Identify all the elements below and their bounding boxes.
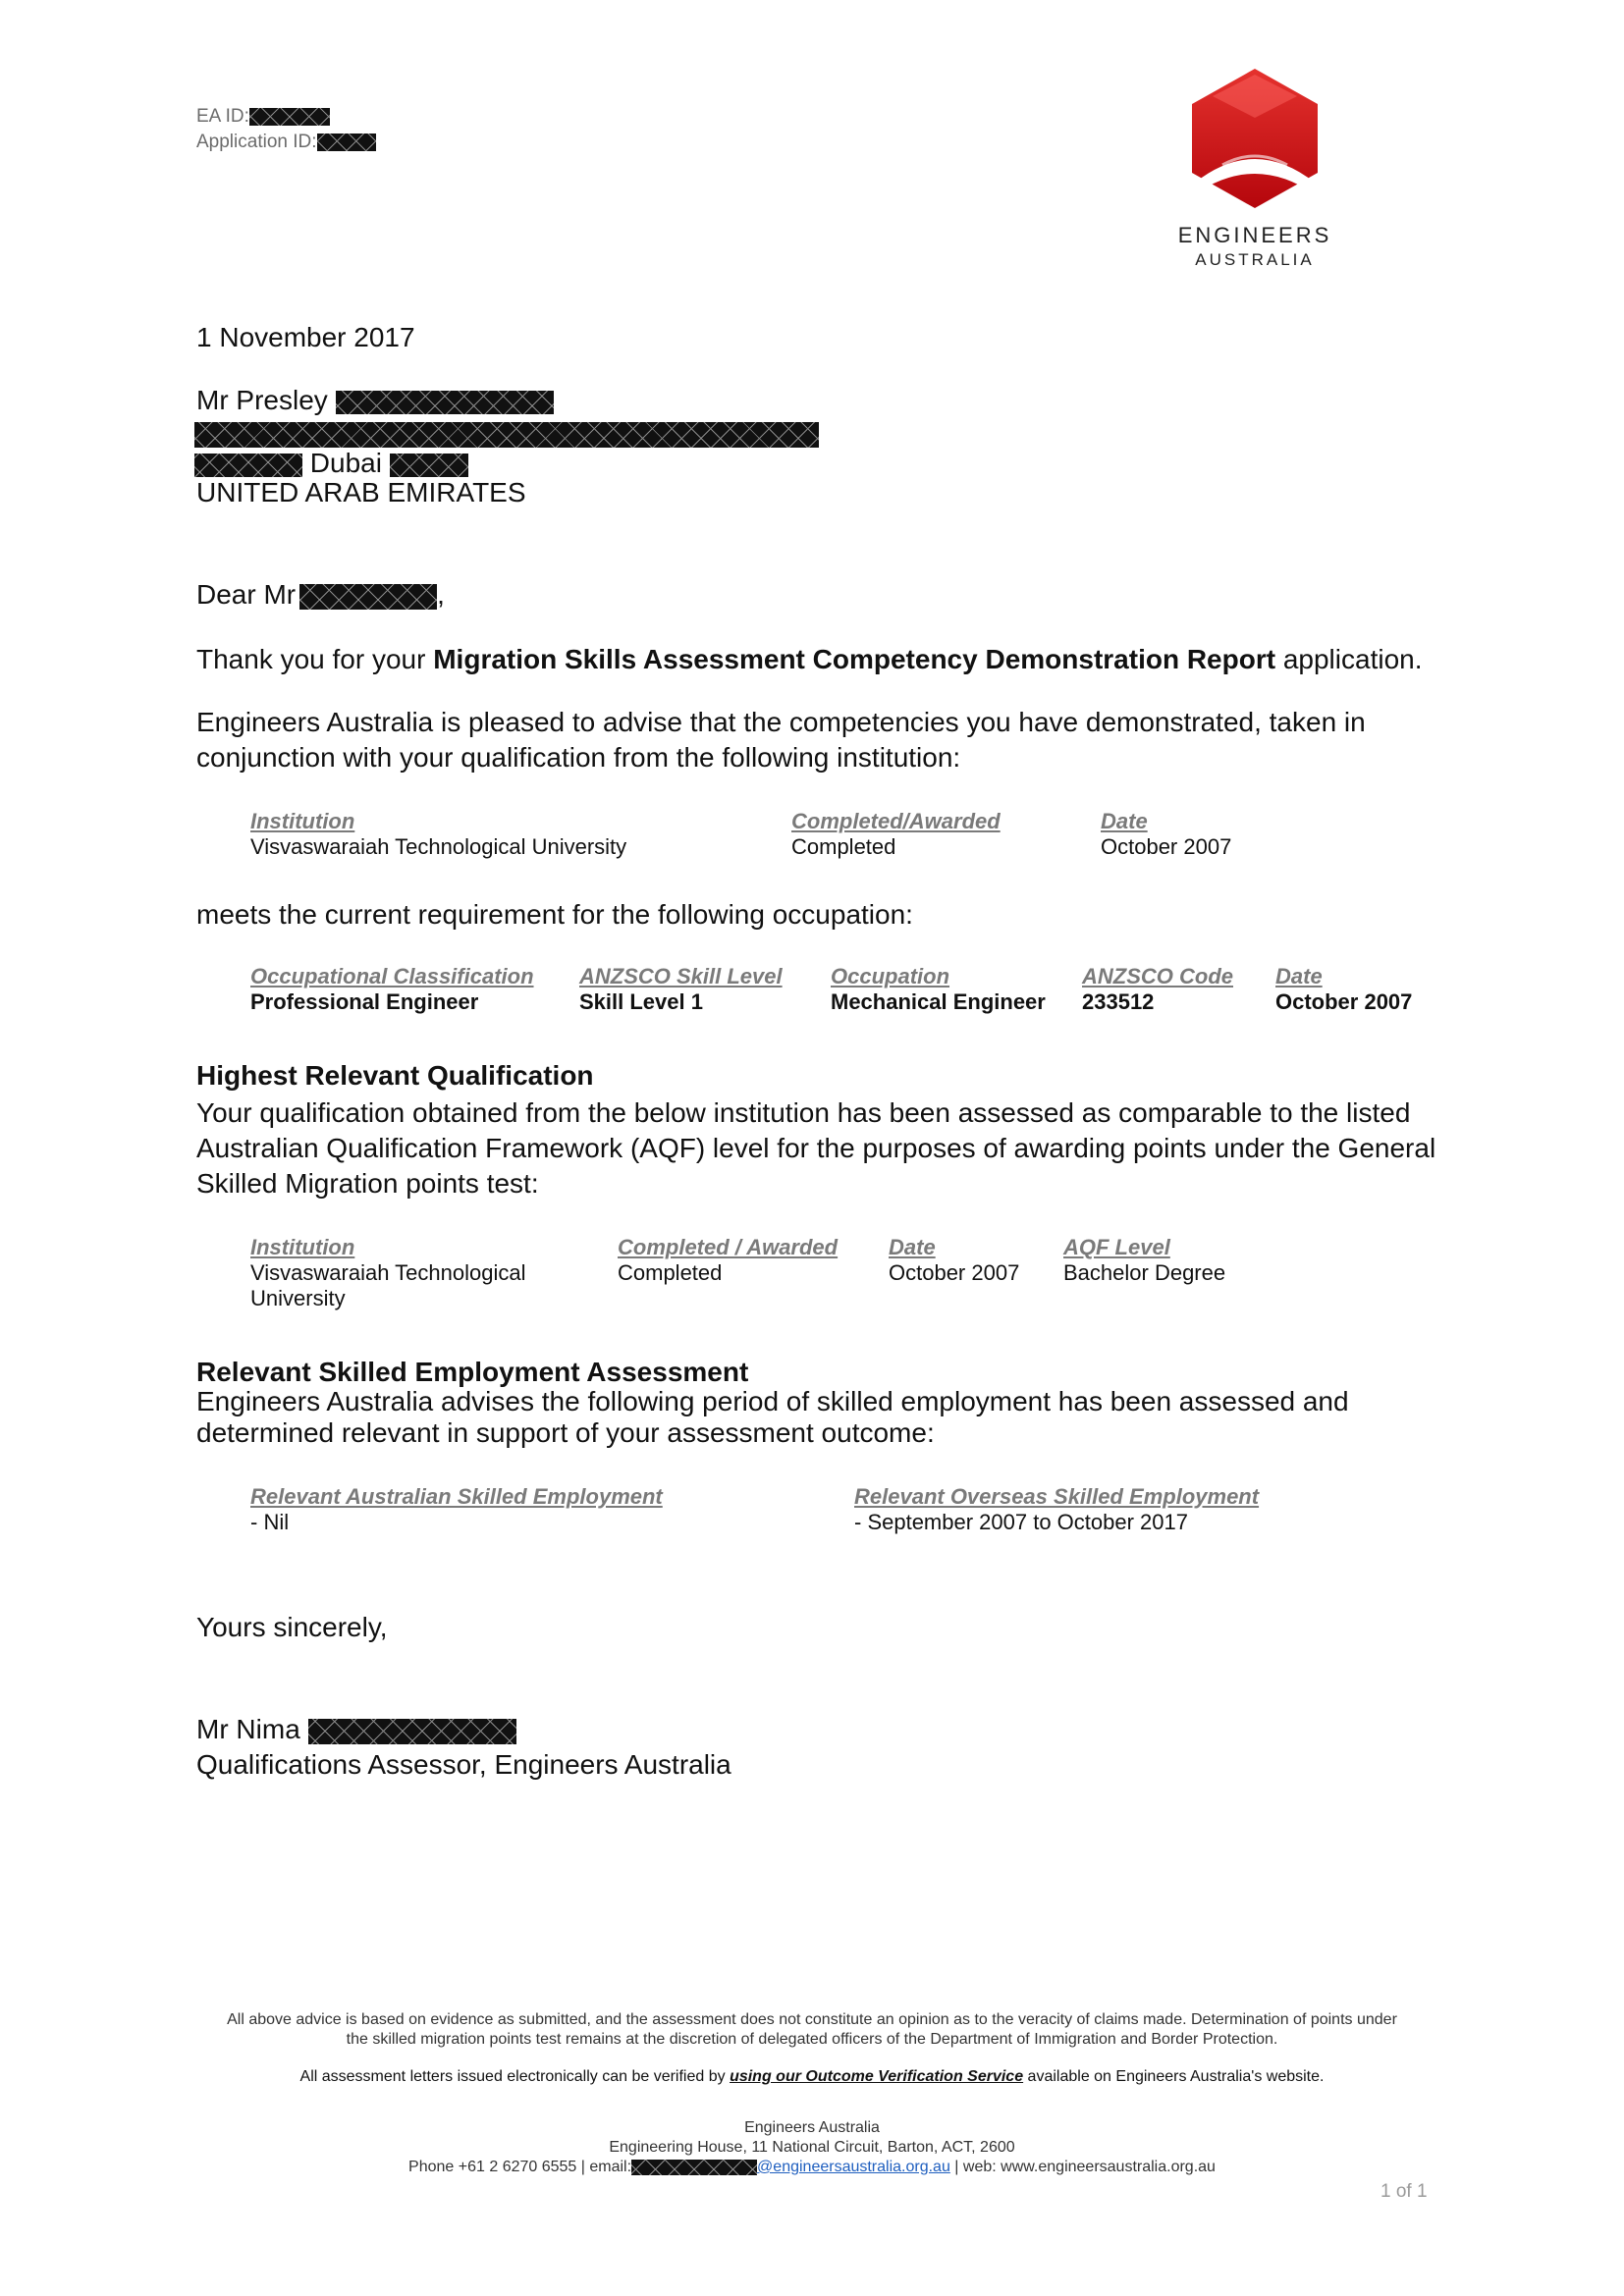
recipient-city: Dubai bbox=[309, 448, 382, 478]
table2-classification: Professional Engineer bbox=[250, 989, 479, 1014]
redacted-email-user bbox=[631, 2160, 757, 2175]
qual-header-completed: Completed / Awarded bbox=[618, 1235, 839, 1259]
thanks-paragraph: Thank you for your Migration Skills Assessment Competency Demonstration Report application. bbox=[196, 644, 1423, 674]
engineers-australia-logo bbox=[1173, 67, 1336, 270]
recipient-country: UNITED ARAB EMIRATES bbox=[196, 477, 526, 507]
application-type: Migration Skills Assessment Competency Demonstration Report bbox=[433, 644, 1276, 674]
table1-institution: Visvaswaraiah Technological University bbox=[250, 834, 627, 859]
table2-header-skill-level: ANZSCO Skill Level bbox=[579, 964, 783, 988]
qual-header-date: Date bbox=[889, 1235, 936, 1259]
application-id-label: Application ID: bbox=[196, 132, 317, 152]
employment-heading: Relevant Skilled Employment Assessment bbox=[196, 1357, 749, 1387]
redacted-surname bbox=[336, 391, 554, 414]
page-number: 1 of 1 bbox=[1380, 2181, 1428, 2202]
employment-overseas: - September 2007 to October 2017 bbox=[854, 1510, 1188, 1534]
redacted-address-line bbox=[194, 422, 819, 448]
table2-occupation: Mechanical Engineer bbox=[831, 989, 1046, 1014]
recipient-name-line bbox=[196, 383, 554, 418]
employment-australian: - Nil bbox=[250, 1510, 290, 1534]
logo-line1: ENGINEERS bbox=[1177, 223, 1332, 247]
table1-header-completed: Completed/Awarded bbox=[791, 809, 1001, 833]
employment-header-australian: Relevant Australian Skilled Employment bbox=[250, 1484, 663, 1509]
advise-paragraph: Engineers Australia is pleased to advise that the competencies you have demonstrated, taken in conjunction with your qualification from the following institution: bbox=[196, 707, 1366, 773]
qual-header-aqf-level: AQF Level bbox=[1063, 1235, 1170, 1259]
footer-org: Engineers Australia bbox=[744, 2119, 880, 2136]
table2-skill-level: Skill Level 1 bbox=[579, 989, 703, 1014]
qual-completed: Completed bbox=[618, 1260, 723, 1285]
table2-date: October 2007 bbox=[1275, 989, 1413, 1014]
footer-contact bbox=[147, 2118, 1477, 2177]
email-link[interactable]: @engineersaustralia.org.au bbox=[757, 2159, 950, 2175]
footer-verify: All assessment letters issued electronically can be verified by using our Outcome Verification Service available on Engineers Australia's website. bbox=[299, 2068, 1325, 2085]
ea-id-line bbox=[196, 106, 330, 128]
table2-header-classification: Occupational Classification bbox=[250, 964, 534, 988]
qual-header-institution: Institution bbox=[250, 1235, 355, 1259]
footer-address: Engineering House, 11 National Circuit, Barton, ACT, 2600 bbox=[609, 2139, 1015, 2156]
ea-id-label: EA ID: bbox=[196, 106, 249, 127]
closing: Yours sincerely, bbox=[196, 1612, 388, 1642]
signer-name: Mr Nima bbox=[196, 1714, 300, 1744]
redacted-application-id bbox=[317, 133, 376, 151]
redacted-salutation-name bbox=[299, 584, 437, 610]
table1-header-date: Date bbox=[1101, 809, 1148, 833]
redacted-address-2 bbox=[194, 454, 302, 477]
table2-header-date: Date bbox=[1275, 964, 1323, 988]
employment-paragraph: Engineers Australia advises the following period of skilled employment has been assessed and determined relevant in support of your assessment outcome: bbox=[196, 1386, 1349, 1448]
redacted-postcode bbox=[390, 454, 468, 477]
table1-date: October 2007 bbox=[1101, 834, 1232, 859]
redacted-ea-id bbox=[249, 108, 330, 126]
letter-date: 1 November 2017 bbox=[196, 322, 415, 352]
qual-aqf-level: Bachelor Degree bbox=[1063, 1260, 1226, 1285]
signer-name-line bbox=[196, 1712, 516, 1747]
footer-phone-line: Phone +61 2 6270 6555 | email: @engineersaustralia.org.au | web: www.engineersaustralia.org.au bbox=[408, 2159, 1216, 2175]
qual-institution: Visvaswaraiah Technological University bbox=[250, 1260, 526, 1310]
table1-completed: Completed bbox=[791, 834, 896, 859]
table1-header-institution: Institution bbox=[250, 809, 355, 833]
qual-date: October 2007 bbox=[889, 1260, 1020, 1285]
qualification-paragraph: Your qualification obtained from the below institution has been assessed as comparable to the listed Australian Qualification Framework (AQF) level for the purposes of awarding points under the General Skilled Migration points test: bbox=[196, 1097, 1436, 1199]
meets-line: meets the current requirement for the following occupation: bbox=[196, 899, 913, 930]
qualification-heading: Highest Relevant Qualification bbox=[196, 1060, 594, 1091]
signer-title: Qualifications Assessor, Engineers Australia bbox=[196, 1749, 731, 1780]
recipient-name: Mr Presley bbox=[196, 385, 328, 415]
logo-line2: AUSTRALIA bbox=[1195, 250, 1315, 269]
employment-header-overseas: Relevant Overseas Skilled Employment bbox=[854, 1484, 1260, 1509]
redacted-signer-surname bbox=[308, 1719, 516, 1744]
table2-anzsco-code: 233512 bbox=[1082, 989, 1155, 1014]
hexagon-logo-icon bbox=[1173, 67, 1336, 214]
salutation: Dear Mr bbox=[196, 579, 297, 610]
outcome-verification-link[interactable]: using our Outcome Verification Service bbox=[730, 2068, 1024, 2085]
salutation-line: Dear Mr , bbox=[196, 579, 445, 610]
application-id-line bbox=[196, 132, 376, 153]
footer-disclaimer: All above advice is based on evidence as submitted, and the assessment does not constitute an opinion as to the veracity of claims made. Determination of points under the skilled migration points test remains at the discretion of delegated officers of the Department of Immigration and Border Protection. bbox=[227, 2011, 1397, 2048]
table2-header-occupation: Occupation bbox=[831, 964, 950, 988]
table2-header-anzsco-code: ANZSCO Code bbox=[1082, 964, 1233, 988]
